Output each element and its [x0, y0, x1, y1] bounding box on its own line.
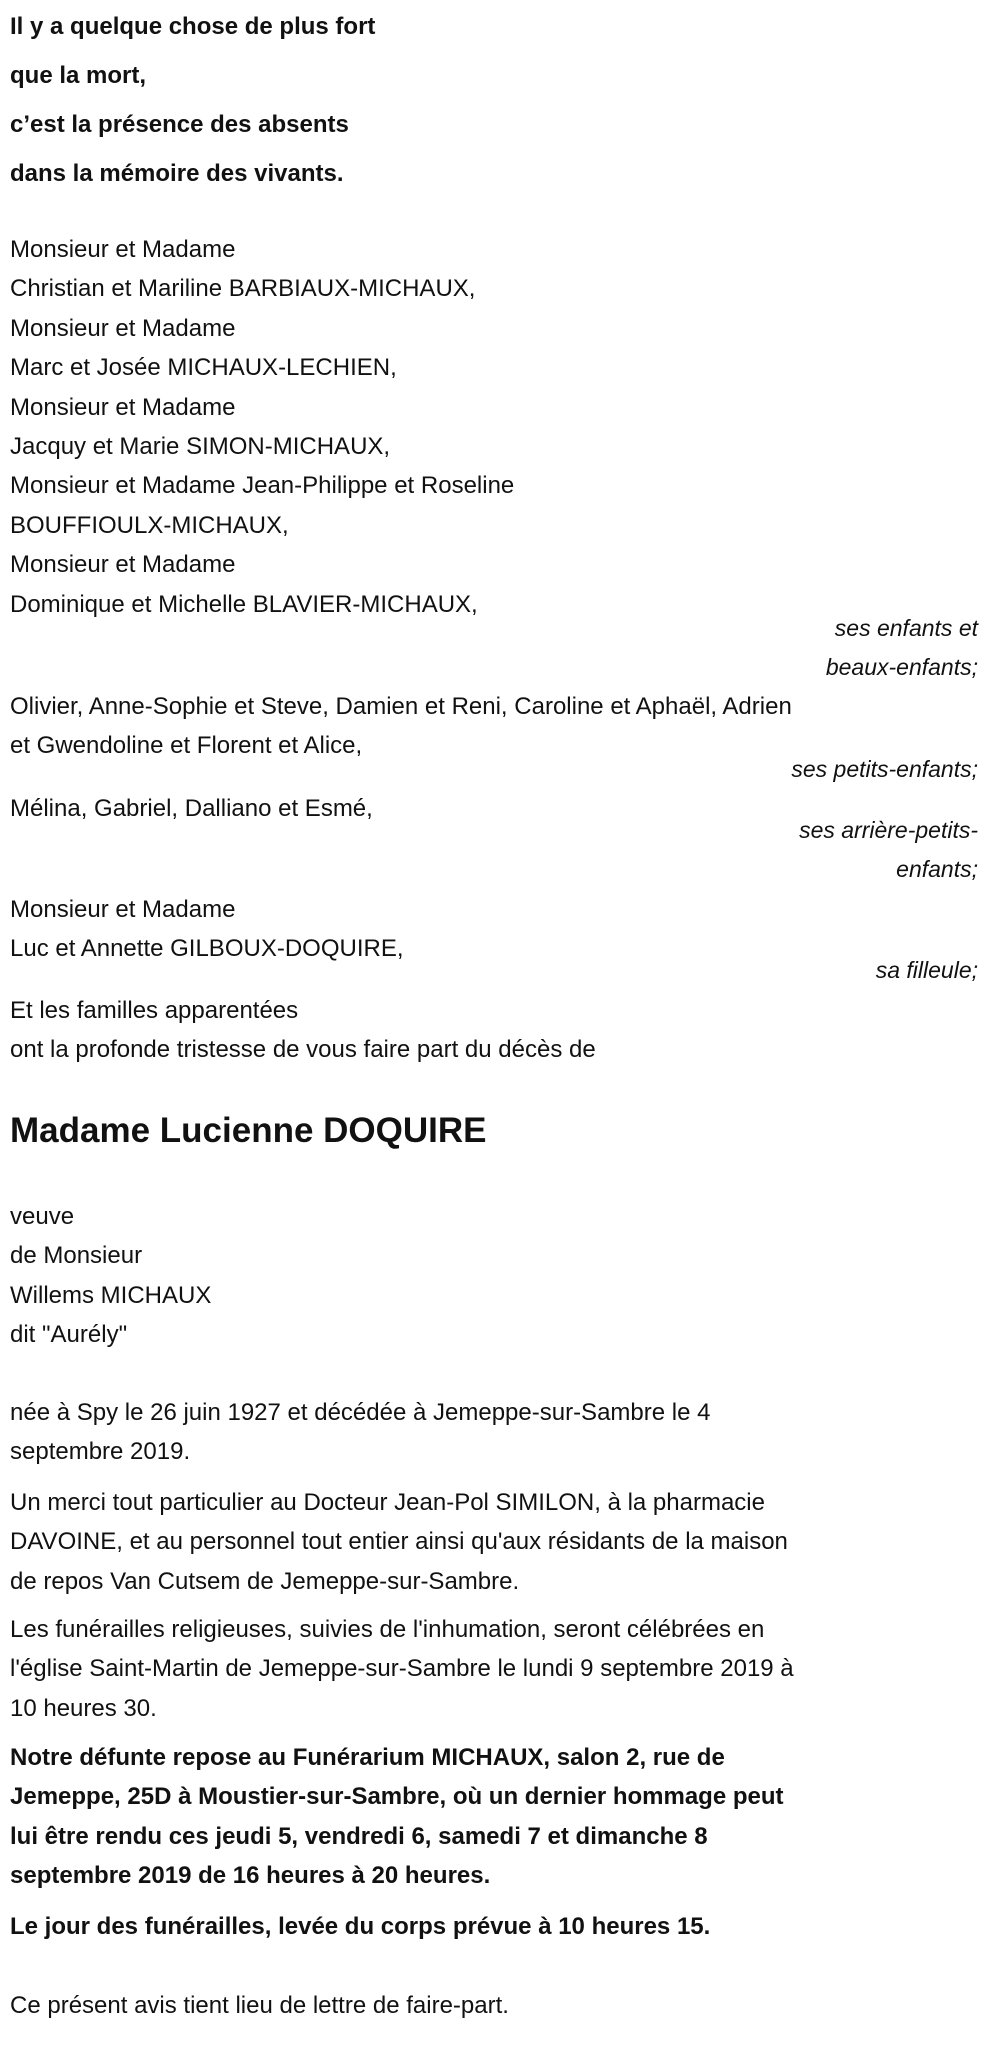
- children-role: [10, 609, 978, 688]
- role-line: beaux-enfants;: [825, 654, 978, 681]
- poem: [10, 2, 978, 198]
- viewing-details: [10, 1738, 978, 1896]
- family-line: Monsieur et Madame Jean-Philippe et Roseline: [10, 472, 515, 500]
- announcement-line: ont la profonde tristesse de vous faire part du décès de: [10, 1036, 596, 1064]
- role-line: sa filleule;: [875, 957, 978, 983]
- deceased-name: Madame Lucienne DOQUIRE: [10, 1111, 487, 1150]
- family-line: BOUFFIOULX-MICHAUX,: [10, 511, 289, 539]
- family-line: et Gwendoline et Florent et Alice,: [10, 732, 363, 760]
- announcement: [10, 991, 978, 1070]
- family-line: Dominique et Michelle BLAVIER-MICHAUX,: [10, 590, 478, 618]
- family-line: Christian et Mariline BARBIAUX-MICHAUX,: [10, 275, 476, 303]
- text-line: septembre 2019 de 16 heures à 20 heures.: [10, 1862, 491, 1890]
- text-line: septembre 2019.: [10, 1438, 191, 1466]
- widow-line: de Monsieur: [10, 1242, 143, 1270]
- departure: [10, 1907, 978, 1946]
- text-line: née à Spy le 26 juin 1927 et décédée à Jemeppe-sur-Sambre le 4: [10, 1399, 711, 1426]
- text-line: de repos Van Cutsem de Jemeppe-sur-Sambre.: [10, 1567, 520, 1595]
- text-line: Le jour des funérailles, levée du corps prévue à 10 heures 15.: [10, 1913, 711, 1940]
- children-list: [10, 230, 978, 624]
- text-line: Les funérailles religieuses, suivies de l'inhumation, seront célébrées en: [10, 1616, 765, 1643]
- widow-line: dit "Aurély": [10, 1321, 128, 1349]
- goddaughter-role: [10, 951, 978, 990]
- poem-line: Il y a quelque chose de plus fort: [10, 13, 376, 40]
- role-line: ses arrière-petits-: [799, 817, 978, 843]
- grandchildren-role: [10, 750, 978, 789]
- announcement-line: Et les familles apparentées: [10, 997, 299, 1024]
- family-line: Mélina, Gabriel, Dalliano et Esmé,: [10, 795, 373, 822]
- text-line: Ce présent avis tient lieu de lettre de faire-part.: [10, 1992, 509, 2019]
- text-line: lui être rendu ces jeudi 5, vendredi 6, samedi 7 et dimanche 8: [10, 1822, 708, 1850]
- thanks: [10, 1483, 978, 1601]
- widow-line: Willems MICHAUX: [10, 1281, 212, 1309]
- family-line: Monsieur et Madame: [10, 393, 236, 421]
- poem-line: dans la mémoire des vivants.: [10, 160, 344, 187]
- role-line: ses petits-enfants;: [791, 756, 978, 782]
- family-line: Monsieur et Madame: [10, 896, 236, 923]
- role-line: ses enfants et: [834, 615, 978, 641]
- family-line: Monsieur et Madame: [10, 236, 236, 263]
- widow-of: [10, 1197, 978, 1355]
- family-line: Olivier, Anne-Sophie et Steve, Damien et Reni, Caroline et Aphaël, Adrien: [10, 693, 792, 720]
- text-line: l'église Saint-Martin de Jemeppe-sur-Sambre le lundi 9 septembre 2019 à: [10, 1655, 794, 1683]
- family-line: Monsieur et Madame: [10, 314, 236, 342]
- family-line: Monsieur et Madame: [10, 551, 236, 579]
- family-line: Luc et Annette GILBOUX-DOQUIRE,: [10, 935, 404, 963]
- family-line: Jacquy et Marie SIMON-MICHAUX,: [10, 433, 391, 461]
- text-line: DAVOINE, et au personnel tout entier ainsi qu'aux résidants de la maison: [10, 1528, 788, 1556]
- birth-death: [10, 1393, 978, 1472]
- poem-line: que la mort,: [10, 62, 147, 89]
- role-line: enfants;: [896, 856, 978, 883]
- text-line: Notre défunte repose au Funérarium MICHAUX, salon 2, rue de: [10, 1744, 725, 1771]
- widow-line: veuve: [10, 1203, 75, 1230]
- funeral-details: [10, 1610, 978, 1728]
- text-line: Jemeppe, 25D à Moustier-sur-Sambre, où un dernier hommage peut: [10, 1783, 784, 1811]
- text-line: 10 heures 30.: [10, 1694, 157, 1722]
- great-grandchildren-role: [10, 811, 978, 890]
- text-line: Un merci tout particulier au Docteur Jean-Pol SIMILON, à la pharmacie: [10, 1489, 765, 1516]
- poem-line: c’est la présence des absents: [10, 111, 349, 138]
- closing: [10, 1986, 978, 2025]
- family-line: Marc et Josée MICHAUX-LECHIEN,: [10, 354, 397, 382]
